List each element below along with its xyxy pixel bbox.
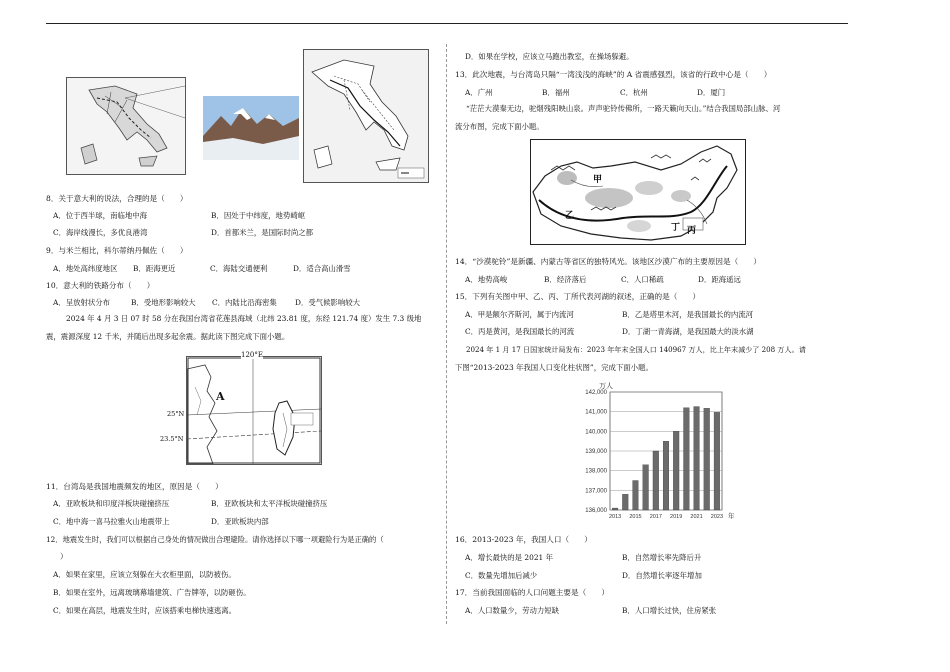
bar-2021	[694, 407, 700, 510]
q17-option-b[interactable]: B．人口增长过快，住房紧张	[622, 606, 717, 615]
question-10: 10．意大利的铁路分布（ ）	[46, 281, 155, 290]
q12-option-d[interactable]: D．如果在学校，应该立马跑出教室，在操场躲避。	[465, 52, 634, 61]
q16-option-d[interactable]: D．自然增长率逐年增加	[622, 571, 702, 580]
population-chart-svg	[574, 378, 750, 524]
q8-option-b[interactable]: B．因处于中纬度，地势崎岖	[211, 211, 306, 220]
bar-2016	[643, 465, 649, 510]
mountain-photo-image	[203, 96, 299, 160]
y-tick-label: 137,000	[585, 488, 607, 495]
question-11: 11．台湾岛是我国地震频发的地区，原因是（ ）	[46, 482, 223, 491]
question-14: 14．“沙漠驼铃”是新疆、内蒙古等省区的独特风光。该地区沙漠广布的主要原因是（ ）	[455, 257, 761, 266]
x-tick-label: 2023	[710, 514, 724, 520]
q11-option-a[interactable]: A．亚欧板块和印度洋板块碰撞挤压	[53, 499, 170, 508]
q13-option-a[interactable]: A．广州	[465, 88, 493, 97]
q8-option-c[interactable]: C．海岸线漫长，多优良港湾	[53, 228, 148, 237]
y-tick-label: 138,000	[585, 468, 607, 475]
q10-option-a[interactable]: A．呈放射状分布	[53, 298, 111, 307]
poem-passage-line2: 流分布图，完成下面小题。	[455, 122, 544, 131]
y-tick-label: 139,000	[585, 449, 607, 455]
question-9: 9．与米兰相比，科尔蒂纳丹佩佐（ ）	[46, 246, 188, 255]
q16-option-a[interactable]: A．增长最快的是 2021 年	[465, 553, 553, 562]
q11-option-b[interactable]: B．亚欧板块和太平洋板块碰撞挤压	[211, 499, 328, 508]
q16-option-c[interactable]: C．数量先增加后减少	[465, 571, 538, 580]
x-tick-label: 2017	[649, 514, 662, 520]
q15-option-b[interactable]: B．乙是塔里木河，是我国最长的内流河	[622, 310, 754, 319]
question-17: 17．当前我国面临的人口问题主要是（ ）	[455, 588, 609, 597]
column-divider	[446, 44, 447, 624]
passage-earthquake-line2: 震，震源深度 12 千米，并随后出现多起余震。据此读下图完成下面小题。	[46, 332, 290, 341]
taiwan-map-figure	[160, 351, 322, 465]
population-chart	[574, 378, 750, 524]
header-rule	[46, 23, 848, 24]
taiwan-map	[187, 357, 321, 464]
y-tick-label: 140,000	[585, 429, 607, 436]
map-label-jia: 甲	[593, 175, 603, 185]
q8-option-d[interactable]: D．首都米兰，是国际时尚之都	[211, 228, 314, 237]
bar-2019	[673, 431, 679, 510]
q11-option-c[interactable]: C．地中海一喜马拉雅火山地震带上	[53, 517, 170, 526]
q11-option-d[interactable]: D．亚欧板块内部	[211, 517, 269, 526]
question-12-line1: 12．地震发生时，我们可以根据自己身处的情况做出合理避险。请你选择以下哪一项避险行为是正确的（	[46, 535, 384, 544]
italy-rail-map-figure	[303, 49, 429, 183]
q14-option-d[interactable]: D．距海遥远	[698, 275, 741, 284]
china-rivers-map	[531, 140, 745, 244]
q13-option-d[interactable]: D．厦门	[697, 88, 726, 97]
x-tick-label: 2019	[670, 514, 683, 520]
bar-2020	[684, 408, 690, 510]
q16-option-b[interactable]: B．自然增长率先降后升	[622, 553, 702, 562]
y-tick-label: 141,000	[585, 409, 607, 416]
q10-option-c[interactable]: C．内陆比沿海密集	[212, 298, 277, 307]
x-axis-label: 年	[728, 512, 735, 520]
q13-option-b[interactable]: B．福州	[542, 88, 570, 97]
q15-option-c[interactable]: C．丙是黄河，是我国最长的河流	[465, 327, 575, 336]
bar-2013	[612, 508, 618, 510]
q10-option-b[interactable]: B．受地形影响较大	[131, 298, 196, 307]
q13-option-c[interactable]: C．杭州	[620, 88, 648, 97]
question-13: 13．此次地震，与台湾岛只隔“一湾浅浅的海峡”的 A 省震感强烈，该省的行政中心是（ ）	[455, 70, 772, 79]
question-8: 8．关于意大利的说法，合理的是（ ）	[46, 194, 188, 203]
bar-2017	[653, 451, 659, 510]
longitude-label: 120°E	[241, 351, 263, 359]
bar-2015	[633, 481, 639, 511]
q9-option-b[interactable]: B．距海更近	[133, 264, 176, 273]
question-15: 15．下列有关图中甲、乙、丙、丁所代表河湖的叙述，正确的是（ ）	[455, 292, 701, 301]
x-tick-label: 2015	[629, 514, 642, 520]
bar-2014	[622, 494, 628, 510]
q10-option-d[interactable]: D．受气候影响较大	[295, 298, 361, 307]
passage-earthquake-line1: 2024 年 4 月 3 日 07 时 58 分在我国台湾省花莲县海域（北纬 23.81 度，东经 121.74 度）发生 7.3 级地	[66, 314, 422, 323]
q14-option-c[interactable]: C．人口稀疏	[621, 275, 664, 284]
y-tick-label: 142,000	[585, 390, 607, 396]
q14-option-b[interactable]: B．经济落后	[544, 275, 587, 284]
q12-option-b[interactable]: B．如果在室外，远离玻璃幕墙建筑、广告牌等，以防砸伤。	[53, 588, 251, 597]
q12-option-a[interactable]: A．如果在家里，应该立刻躲在大衣柜里面，以防被伤。	[53, 570, 236, 579]
q9-option-a[interactable]: A．地处高纬度地区	[53, 264, 118, 273]
italy-map	[67, 78, 185, 174]
q15-option-d[interactable]: D．丁湖一青海湖，是我国最大的淡水湖	[622, 327, 754, 336]
q8-option-a[interactable]: A．位于西半球，南临地中海	[53, 211, 148, 220]
y-tick-label: 136,000	[585, 508, 607, 514]
italy-map-figure	[66, 77, 186, 175]
q17-option-a[interactable]: A．人口数量少，劳动力短缺	[465, 606, 560, 615]
question-12-line2: ）	[60, 552, 68, 561]
map-label-yi: 乙	[565, 211, 575, 221]
bar-2022	[704, 408, 710, 510]
x-tick-label: 2013	[608, 514, 622, 520]
map-label-bing: 丙	[687, 226, 697, 236]
q9-option-d[interactable]: D．适合高山滑雪	[293, 264, 351, 273]
y-axis-label: 万人	[599, 382, 613, 390]
q9-option-c[interactable]: C．海陆交通便利	[210, 264, 268, 273]
poem-passage-line1: “茫茫大漠秦无边，驼烟残阳映山泉。声声驼铃传佛所，一路天籁向天山。”结合我国局部山脉、河	[466, 104, 781, 113]
province-a-label: A	[216, 390, 225, 403]
question-16: 16．2013-2023 年，我国人口（ ）	[455, 535, 592, 544]
population-passage-line2: 下图“2013-2023 年我国人口变化柱状图”，完成下面小题。	[455, 363, 653, 372]
bar-2023	[714, 412, 720, 510]
mountain-photo	[203, 96, 299, 160]
q15-option-a[interactable]: A．甲是额尔齐斯河，属于内流河	[465, 310, 574, 319]
latitude-25-label: 25°N	[167, 410, 185, 418]
latitude-23-5-label: 23.5°N	[160, 435, 184, 443]
q12-option-c[interactable]: C．如果在高层，地震发生时，应该搭乘电梯快速逃离。	[53, 606, 237, 615]
china-rivers-map-figure	[530, 139, 746, 245]
italy-rail-map	[304, 50, 428, 182]
population-passage-line1: 2024 年 1 月 17 日国家统计局发布：2023 年年末全国人口 140967 万人，比上年末减少了 208 万人。请	[466, 345, 806, 354]
x-tick-label: 2021	[690, 514, 703, 520]
q14-option-a[interactable]: A．地势高峻	[465, 275, 508, 284]
bar-2018	[663, 441, 669, 510]
map-label-ding: 丁	[671, 223, 681, 233]
